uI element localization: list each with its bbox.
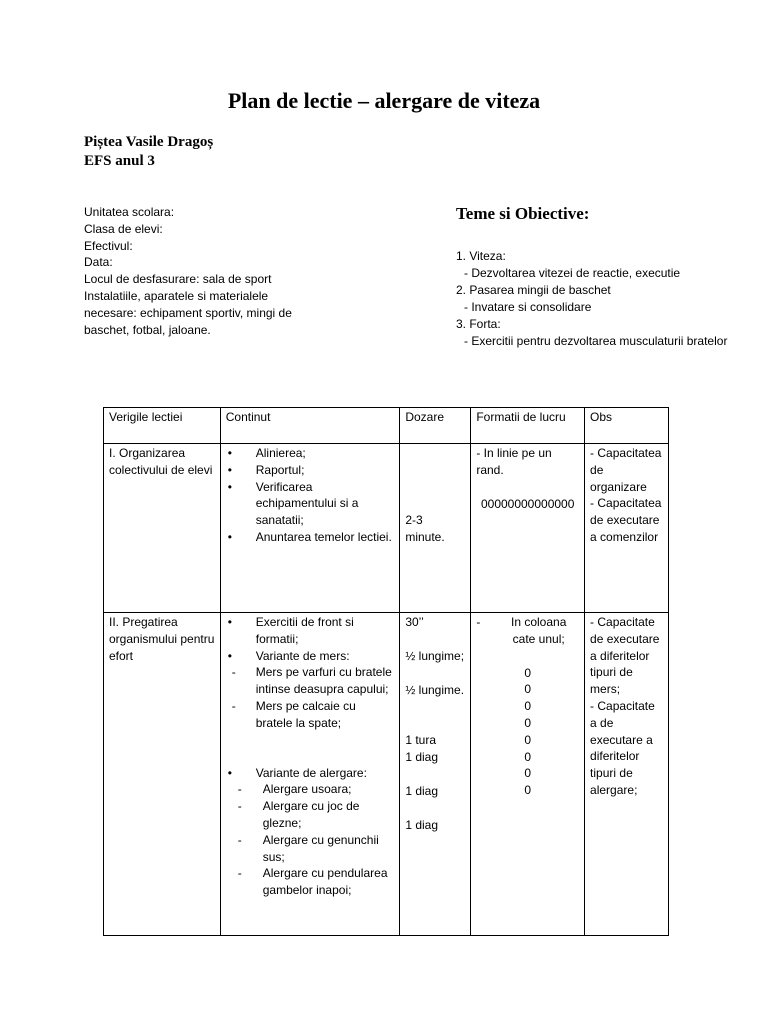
formation-text-wrap <box>476 614 579 648</box>
info-line: Unitatea scolara: <box>84 205 175 219</box>
formation-mark: 0 <box>524 699 532 714</box>
obs-line: - Capacitatea de executare a comenzilor <box>590 496 662 544</box>
content-cell <box>220 444 400 613</box>
formation-mark: 0 <box>524 665 532 680</box>
formation-diagram <box>476 665 579 799</box>
page-title: Plan de lectie – alergare de viteza <box>227 88 541 113</box>
info-line: Locul de desfasurare: sala de sport <box>84 272 272 287</box>
list-item: - Alergare cu joc de glezne; <box>237 799 360 830</box>
dosage-value: 1 diag <box>405 817 439 832</box>
stage-cell: I. Organizarea colectivului de elevi <box>104 444 221 613</box>
column-header: Formatii de lucru <box>471 408 585 444</box>
objective-line: 3. Forta: <box>456 317 501 331</box>
objective-subline: - Dezvoltarea vitezei de reactie, executie <box>464 266 681 280</box>
bullet-icon: • <box>227 615 232 629</box>
formation-diagram: 00000000000000 <box>480 496 575 511</box>
objective-subline: - Exercitii pentru dezvoltarea musculaturii bratelor <box>464 334 728 348</box>
dosage-value <box>405 766 465 783</box>
formation-mark: 0 <box>524 715 532 730</box>
dash-icon: - <box>476 615 481 629</box>
formation-mark: 0 <box>524 783 532 798</box>
column-header: Obs <box>585 408 669 444</box>
dosage-value <box>405 800 465 817</box>
dosage-value: 2-3 minute. <box>405 513 445 544</box>
formation-text: In coloana cate unul; <box>510 615 567 646</box>
table-header-row <box>104 408 669 444</box>
list-item: - Alergare cu genunchii sus; <box>237 832 379 864</box>
objective-line: 1. Viteza: <box>456 249 506 263</box>
dash-icon: - <box>237 866 242 881</box>
list-item: • Raportul; <box>227 462 305 477</box>
list-item: • Exercitii de front si formatii; <box>227 615 354 646</box>
list-item: - Mers pe varfuri cu bratele intinse deasupra capului; <box>231 665 392 697</box>
dosage-cell <box>400 613 471 936</box>
dosage-value: 30’’ <box>405 615 424 629</box>
list-item: • Alinierea; <box>227 446 306 460</box>
list-item: - Alergare cu pendularea gambelor inapoi; <box>237 866 388 898</box>
dosage-value <box>405 665 465 682</box>
info-line: Data: <box>84 255 113 270</box>
dash-icon: - <box>237 799 242 814</box>
formation-mark: 0 <box>524 732 532 747</box>
dosage-value: 1 tura <box>405 733 437 748</box>
table-row <box>104 613 669 936</box>
formation-mark: 0 <box>524 682 532 697</box>
obs-line: - Capacitate de executare a diferitelor tipuri de mers; <box>590 615 660 697</box>
info-line: Clasa de elevi: <box>84 221 163 236</box>
author-course: EFS anul 3 <box>84 153 155 169</box>
list-item: - Alergare usoara; <box>237 782 352 797</box>
info-line: Instalatiile, aparatele si materialele necesare: echipament sportiv, mingi de baschet, fotbal, jaloane. <box>84 288 292 337</box>
bullet-icon: • <box>227 765 232 780</box>
dosage-value: ½ lungime. <box>405 682 465 697</box>
formation-text: - In linie pe un rand. <box>476 446 552 477</box>
dash-icon: - <box>231 665 236 680</box>
table-row <box>104 444 669 613</box>
list-item: • Variante de mers: <box>227 648 350 663</box>
author-name: Piștea Vasile Dragoș <box>84 134 214 150</box>
dosage-value: 1 diag <box>405 783 439 798</box>
content-cell <box>220 613 400 936</box>
objectives-list <box>456 248 756 361</box>
formation-mark: 0 <box>524 749 532 764</box>
column-header: Verigile lectiei <box>104 408 221 444</box>
dash-icon: - <box>237 782 242 797</box>
lesson-info <box>84 204 324 338</box>
objectives-heading: Teme si Obiective: <box>456 204 590 223</box>
formation-mark: 0 <box>524 766 532 781</box>
dosage-value: 1 diag <box>405 750 439 765</box>
bullet-icon: • <box>227 479 232 494</box>
column-header: Dozare <box>400 408 471 444</box>
dash-icon: - <box>231 698 236 713</box>
obs-cell <box>585 613 669 936</box>
bullet-icon: • <box>227 648 232 663</box>
bullet-icon: • <box>227 462 232 477</box>
formation-cell <box>471 444 585 613</box>
dosage-value <box>405 698 465 715</box>
list-item: • Verificarea echipamentului si a sanatatii; <box>227 479 359 528</box>
obs-line: - Capacitatea de organizare <box>590 446 662 494</box>
lesson-table <box>103 407 669 936</box>
obs-cell <box>585 444 669 613</box>
list-item: • Anuntarea temelor lectiei. <box>227 529 392 544</box>
bullet-icon: • <box>227 446 232 460</box>
author-block <box>84 133 213 171</box>
dosage-value <box>405 715 465 732</box>
list-item: - Mers pe calcaie cu bratele la spate; <box>231 698 356 730</box>
objective-subline: - Invatare si consolidare <box>464 300 592 314</box>
dosage-value: ½ lungime; <box>405 648 465 663</box>
stage-cell: II. Pregatirea organismului pentru efort <box>104 613 221 936</box>
dash-icon: - <box>237 832 242 847</box>
list-item: • Variante de alergare: <box>227 765 367 780</box>
dosage-value <box>405 631 465 648</box>
objective-line: 2. Pasarea mingii de baschet <box>456 283 611 297</box>
obs-line: - Capacitate a de executare a diferitelor tipuri de alergare; <box>590 698 655 797</box>
info-line: Efectivul: <box>84 238 133 253</box>
bullet-icon: • <box>227 529 232 544</box>
formation-cell <box>471 613 585 936</box>
dosage-cell <box>400 444 471 613</box>
column-header: Continut <box>220 408 400 444</box>
